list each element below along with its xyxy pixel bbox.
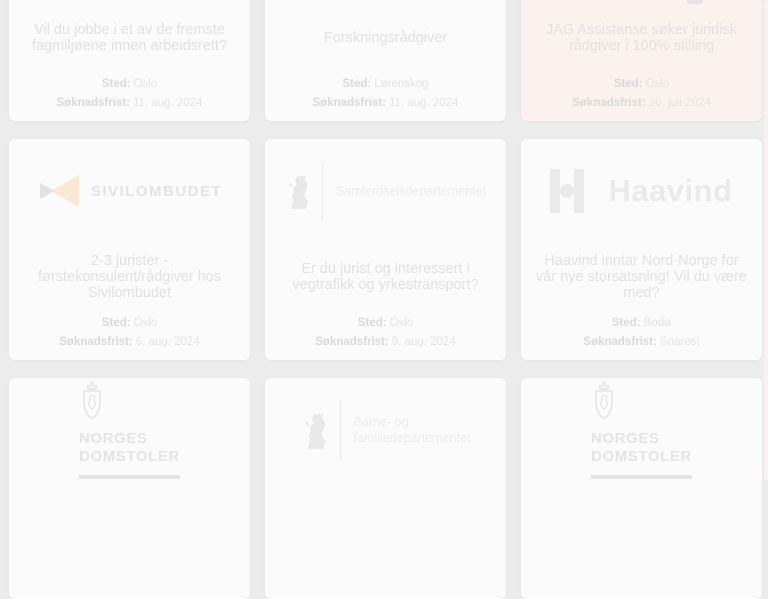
frist-line xyxy=(265,96,506,110)
logo-line-2: familiedepartementet xyxy=(353,431,471,445)
job-meta xyxy=(265,72,506,121)
logo-divider xyxy=(322,161,323,221)
frist-value: 11. aug. 2024 xyxy=(133,97,203,109)
frist-value: 9. aug. 2024 xyxy=(391,336,456,348)
logo-line-1: NORGES xyxy=(591,430,660,447)
job-title: Forskningsrådgiver xyxy=(323,30,448,46)
frist-line xyxy=(521,335,762,349)
department-name: Samferdselsdepartementet xyxy=(335,183,487,198)
logo-line-1: NORGES xyxy=(79,430,148,447)
haavind-mark-icon xyxy=(550,169,584,213)
frist-value: 11. aug. 2024 xyxy=(389,97,459,109)
job-card-haavind[interactable] xyxy=(521,139,762,360)
job-meta xyxy=(9,72,250,121)
sted-label: Sted: xyxy=(613,78,643,90)
sted-line xyxy=(9,77,250,91)
logo-line-2: DOMSTOLER xyxy=(591,448,692,465)
logo-line-1: Barne- og xyxy=(353,414,409,429)
logo-area xyxy=(265,378,506,482)
job-card-norges-domstoler-2[interactable] xyxy=(521,378,762,599)
job-cards-grid xyxy=(9,0,762,599)
logo-area xyxy=(9,139,250,243)
logo-area xyxy=(265,139,506,243)
sted-line xyxy=(9,316,250,330)
sivilombudet-mark-icon xyxy=(37,174,82,208)
sted-label: Sted: xyxy=(342,78,372,90)
job-title: JAG Assistanse søker juridisk rådgiver i 100% stilling xyxy=(546,22,737,54)
job-card-samferdselsdepartementet[interactable] xyxy=(265,139,506,360)
logo-line-2: DOMSTOLER xyxy=(79,448,180,465)
sted-label: Sted: xyxy=(101,78,131,90)
sted-value: Lørenskog xyxy=(374,78,429,90)
frist-line xyxy=(265,335,506,349)
sted-label: Sted: xyxy=(611,317,641,329)
sivilombudet-logo xyxy=(37,174,222,208)
logo-area xyxy=(521,139,762,243)
frist-value: 6. aug. 2024 xyxy=(135,336,200,348)
frist-value: 20. juli 2024 xyxy=(648,97,711,109)
job-meta xyxy=(521,311,762,360)
frist-line xyxy=(9,96,250,110)
job-card-jag-assistanse[interactable] xyxy=(521,0,762,121)
sted-label: Sted: xyxy=(357,317,387,329)
sted-line xyxy=(521,77,762,91)
job-title: 2-3 jurister - førstekonsulent/rådgiver hos Sivilombudet xyxy=(38,253,221,301)
job-meta xyxy=(9,311,250,360)
coat-of-arms-icon xyxy=(81,381,103,421)
job-meta xyxy=(521,72,762,121)
norges-domstoler-logo xyxy=(79,381,180,479)
frist-label: Søknadsfrist: xyxy=(583,336,657,348)
logo-area xyxy=(9,378,250,482)
sted-value: Oslo xyxy=(133,78,158,90)
frist-label: Søknadsfrist: xyxy=(572,97,646,109)
job-title: Haavind inntar Nord-Norge for vår nye storsatsning! Vil du være med? xyxy=(536,253,747,301)
norway-lion-icon xyxy=(301,411,327,449)
logo-area xyxy=(521,378,762,482)
frist-line xyxy=(521,96,762,110)
sted-line xyxy=(521,316,762,330)
samferdselsdepartementet-logo xyxy=(285,161,486,221)
sted-value: Oslo xyxy=(645,78,670,90)
job-card-barne-og-familiedepartementet[interactable] xyxy=(265,378,506,599)
frist-line xyxy=(9,335,250,349)
logo-divider xyxy=(340,400,341,460)
frist-label: Søknadsfrist: xyxy=(315,336,389,348)
job-title: Er du jurist og interessert i vegtrafikk og yrkestransport? xyxy=(292,261,479,293)
barne-og-familiedepartementet-logo xyxy=(301,400,471,460)
sted-label: Sted: xyxy=(101,317,131,329)
norges-domstoler-logo xyxy=(591,381,692,479)
department-name xyxy=(354,414,471,447)
job-meta xyxy=(265,311,506,360)
coat-of-arms-icon xyxy=(593,381,615,421)
sted-line xyxy=(265,77,506,91)
job-card-forskningsradgiver[interactable] xyxy=(265,0,506,121)
frist-label: Søknadsfrist: xyxy=(312,97,386,109)
frist-label: Søknadsfrist: xyxy=(56,97,130,109)
job-card-norges-domstoler-1[interactable] xyxy=(9,378,250,599)
job-title: Vil du jobbe i et av de fremste fagmiljøene innen arbeidsrett? xyxy=(31,22,228,54)
norway-lion-icon xyxy=(285,173,309,209)
logo-underline xyxy=(79,475,180,479)
haavind-logo xyxy=(550,169,732,213)
sted-value: Bodø xyxy=(643,317,672,329)
sted-line xyxy=(265,316,506,330)
sted-value: Oslo xyxy=(133,317,158,329)
sivilombudet-wordmark: SIVILOMBUDET xyxy=(90,182,223,200)
next-column-card-edge xyxy=(764,0,768,480)
jag-logo-icon xyxy=(687,0,703,4)
sted-value: Oslo xyxy=(389,317,414,329)
job-card-sivilombudet[interactable] xyxy=(9,139,250,360)
frist-label: Søknadsfrist: xyxy=(59,336,133,348)
frist-value: Snarest xyxy=(659,336,700,348)
haavind-wordmark: Haavind xyxy=(608,173,733,208)
job-card-arbeidsrett[interactable] xyxy=(9,0,250,121)
logo-underline xyxy=(591,475,692,479)
